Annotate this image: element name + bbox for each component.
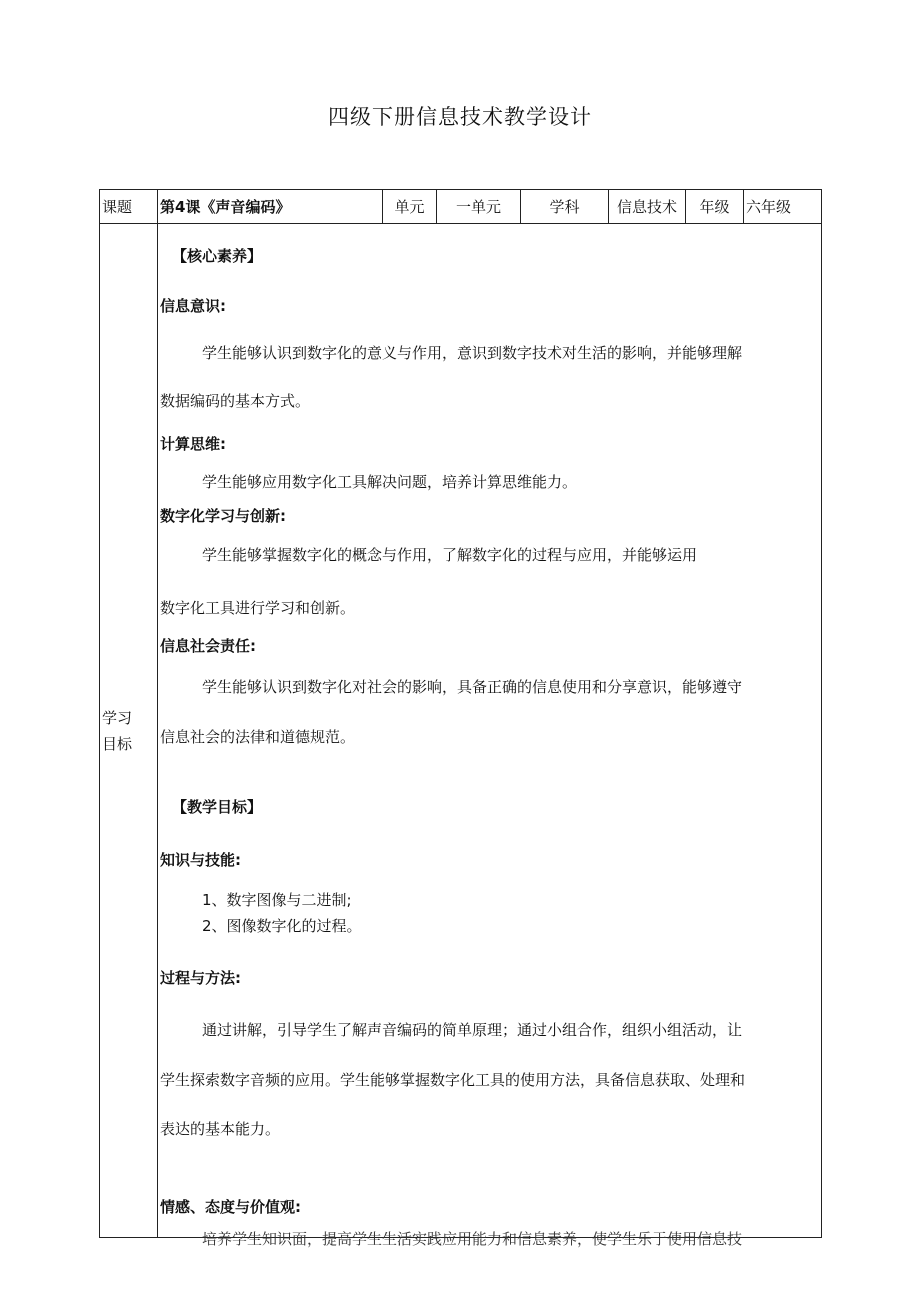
objectives-label [100,224,158,1238]
objectives-label-text: 学习目标 [102,708,133,753]
attitude-heading: 情感、态度与价值观: [160,1198,301,1216]
info-awareness-heading: 信息意识: [160,297,226,315]
digital-learning-line2: 数字化工具进行学习和创新。 [160,599,356,617]
unit-value: 一单元 [437,190,521,224]
unit-label: 单元 [383,190,437,224]
info-awareness-line1: 学生能够认识到数字化的意义与作用，意识到数字技术对生活的影响，并能够理解 [202,344,743,362]
computational-text: 学生能够应用数字化工具解决问题，培养计算思维能力。 [202,473,578,491]
lesson-plan-table [99,189,822,1248]
objectives-content [158,224,822,1248]
social-resp-heading: 信息社会责任: [160,637,256,655]
topic-label: 课题 [100,190,158,224]
knowledge-item-1: 1、数字图像与二进制; [202,891,352,909]
process-line3: 表达的基本能力。 [160,1120,281,1138]
grade-value: 六年级 [744,190,822,224]
digital-learning-line1: 学生能够掌握数字化的概念与作用，了解数字化的过程与应用，并能够运用 [202,546,698,564]
header-row [100,190,822,224]
objectives-row [100,224,822,1238]
grade-label: 年级 [686,190,744,224]
subject-label: 学科 [521,190,609,224]
social-resp-line2: 信息社会的法律和道德规范。 [160,728,356,746]
computational-heading: 计算思维: [160,435,226,453]
topic-value: 第4课《声音编码》 [158,190,383,224]
attitude-cutoff-line: 培养学生知识面，提高学生生活实践应用能力和信息素养，使学生乐于使用信息技 [202,1230,743,1248]
digital-learning-heading: 数字化学习与创新: [160,507,286,525]
knowledge-heading: 知识与技能: [160,851,241,869]
info-awareness-line2: 数据编码的基本方式。 [160,392,311,410]
process-heading: 过程与方法: [160,969,241,987]
process-line1: 通过讲解，引导学生了解声音编码的简单原理；通过小组合作，组织小组活动，让 [202,1021,743,1039]
teaching-goals-heading: 【教学目标】 [172,798,263,816]
document-title: 四级下册信息技术教学设计 [328,105,592,129]
core-literacy-heading: 【核心素养】 [172,247,263,265]
process-line2: 学生探索数字音频的应用。学生能够掌握数字化工具的使用方法，具备信息获取、处理和 [160,1071,746,1089]
social-resp-line1: 学生能够认识到数字化对社会的影响，具备正确的信息使用和分享意识，能够遵守 [202,678,743,696]
subject-value: 信息技术 [609,190,686,224]
knowledge-item-2: 2、图像数字化的过程。 [202,917,362,935]
